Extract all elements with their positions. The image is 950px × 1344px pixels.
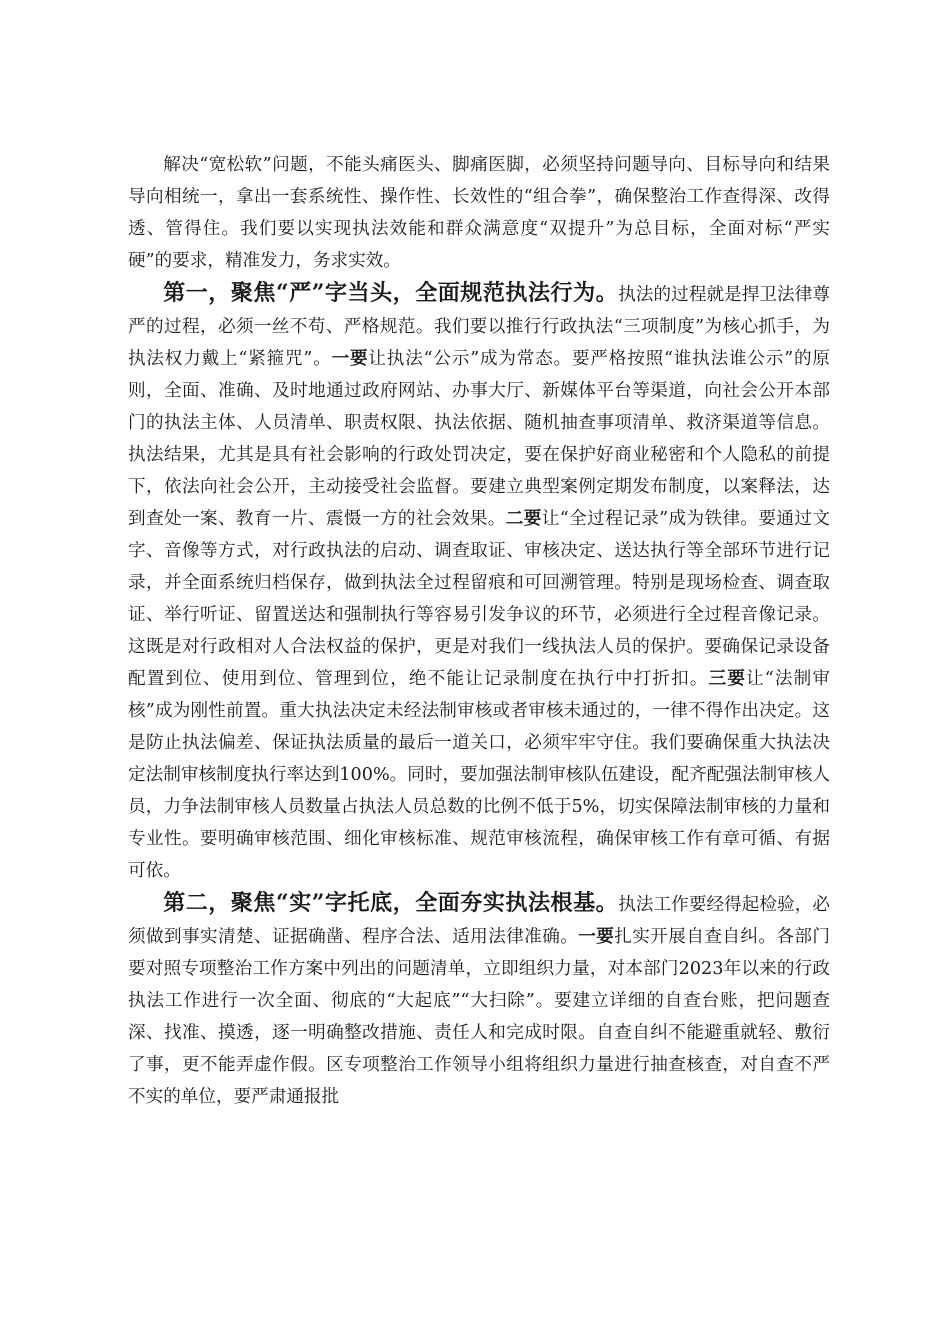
- section-two-keyword-1: 一要: [578, 926, 615, 947]
- section-one-heading: 第一，聚焦“严”字当头，全面规范执法行为。: [163, 280, 619, 306]
- section-two-heading: 第二，聚焦“实”字托底，全面夯实执法根基。: [163, 890, 619, 916]
- section-one-keyword-1: 一要: [331, 348, 369, 369]
- section-one-paragraph: [128, 277, 830, 887]
- intro-paragraph: [128, 149, 830, 277]
- section-one-keyword-2: 二要: [505, 508, 542, 529]
- section-one-text-3: 让“全过程记录”成为铁律。要通过文字、音像等方式，对行政执法的启动、调查取证、审核决定、送达执行等全部环节进行记录，并全面系统归档保存，做到执法全过程留痕和可回溯管理。特别是现场检查、调查取证、举行听证、留置送达和强制执行等容易引发争议的环节，必须进行全过程音像记录。这既是对行政相对人合法权益的保护，更是对我们一线执法人员的保护。要确保记录设备配置到位、使用到位、管理到位，绝不能让记录制度在执行中打折扣。: [128, 509, 830, 689]
- section-two-text-1: 执法工作要经得起检验，必须做到事实清楚、证据确凿、程序合法、适用法律准确。: [128, 895, 830, 947]
- section-one-keyword-3: 三要: [708, 668, 747, 689]
- intro-text: 解决“宽松软”问题，不能头痛医头、脚痛医脚，必须坚持问题导向、目标导向和结果导向相统一，拿出一套系统性、操作性、长效性的“组合拳”，确保整治工作查得深、改得透、管得住。我们要以实现执法效能和群众满意度“双提升”为总目标，全面对标“严实硬”的要求，精准发力，务求实效。: [128, 155, 830, 271]
- section-two-text-2: 扎实开展自查自纠。各部门要对照专项整治工作方案中列出的问题清单，立即组织力量，对本部门2023年以来的行政执法工作进行一次全面、彻底的“大起底”“大扫除”。要建立详细的自查台账，把问题查深、找准、摸透，逐一明确整改措施、责任人和完成时限。自查自纠不能避重就轻、敷衍了事，更不能弄虚作假。区专项整治工作领导小组将组织力量进行抽查核查，对自查不严不实的单位，要严肃通报批: [128, 927, 830, 1107]
- section-one-text-1: 执法的过程就是捍卫法律尊严的过程，必须一丝不苟、严格规范。我们要以推行行政执法“三项制度”为核心抓手，为执法权力戴上“紧箍咒”。: [128, 285, 830, 369]
- section-one-text-4: 让“法制审核”成为刚性前置。重大执法决定未经法制审核或者审核未通过的，一律不得作出决定。这是防止执法偏差、保证执法质量的最后一道关口，必须牢牢守住。我们要确保重大执法决定法制审核制度执行率达到100%。同时，要加强法制审核队伍建设，配齐配强法制审核人员，力争法制审核人员数量占执法人员总数的比例不低于5%，切实保障法制审核的力量和专业性。要明确审核范围、细化审核标准、规范审核流程，确保审核工作有章可循、有据可依。: [128, 669, 830, 881]
- section-one-text-2: 让执法“公示”成为常态。要严格按照“谁执法谁公示”的原则，全面、准确、及时地通过政府网站、办事大厅、新媒体平台等渠道，向社会公开本部门的执法主体、人员清单、职责权限、执法依据、随机抽查事项清单、救济渠道等信息。执法结果，尤其是具有社会影响的行政处罚决定，要在保护好商业秘密和个人隐私的前提下，依法向社会公开，主动接受社会监督。要建立典型案例定期发布制度，以案释法，达到查处一案、教育一片、震慑一方的社会效果。: [128, 349, 830, 529]
- section-two-paragraph: [128, 887, 830, 1113]
- document-body: [128, 149, 830, 1113]
